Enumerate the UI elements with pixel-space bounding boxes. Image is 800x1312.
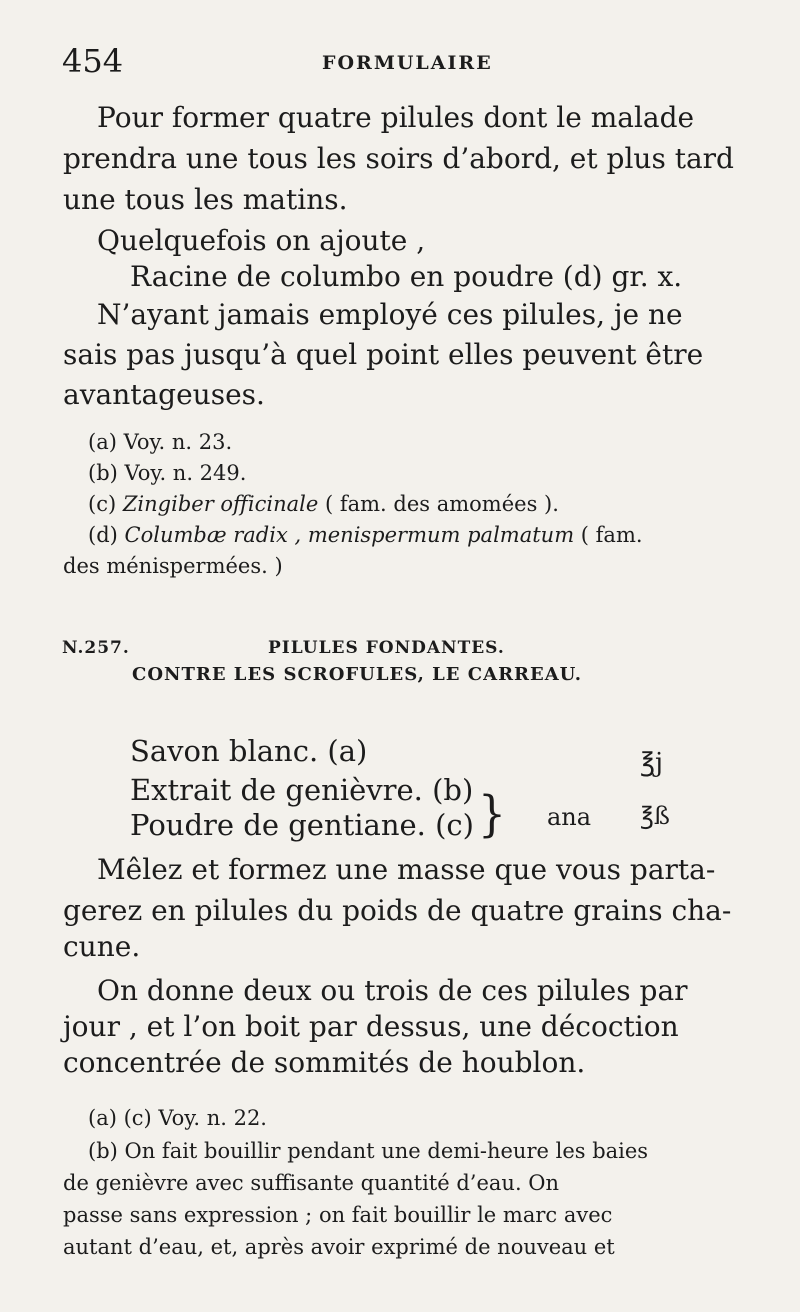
running-head: FORMULAIRE (322, 52, 493, 74)
brace: } (478, 786, 506, 843)
body-line: Pour former quatre pilules dont le malade (97, 101, 695, 134)
body-line: Mêlez et formez une masse que vous parta- (97, 853, 716, 886)
section-number: N.257. (62, 638, 130, 658)
footnote: de genièvre avec suffisante quantité d’eau. On (63, 1171, 560, 1195)
footnote: passe sans expression ; on fait bouillir le marc avec (63, 1203, 613, 1227)
body-line: gerez en pilules du poids de quatre grains cha- (63, 894, 732, 927)
section-subtitle: CONTRE LES SCROFULES, LE CARREAU. (132, 664, 582, 685)
section-title: PILULES FONDANTES. (268, 638, 505, 658)
footnote: des ménispermées. ) (63, 554, 283, 578)
footnote: autant d’eau, et, après avoir exprimé de nouveau et (63, 1235, 615, 1259)
ana-label: ana (547, 803, 592, 831)
footnote: (d) Columbæ radix , menispermum palmatum ( fam. (88, 523, 643, 547)
quantity: ℥ß (640, 802, 670, 830)
body-line: On donne deux ou trois de ces pilules par (97, 974, 688, 1007)
body-line: Quelquefois on ajoute , (97, 224, 426, 257)
footnote: (a) (c) Voy. n. 22. (88, 1106, 267, 1130)
body-line: une tous les matins. (63, 183, 348, 216)
body-line: sais pas jusqu’à quel point elles peuvent être (63, 338, 704, 371)
body-line: N’ayant jamais employé ces pilules, je ne (97, 298, 683, 331)
ingredient: Extrait de genièvre. (b) (130, 773, 474, 807)
footnote: (c) Zingiber officinale ( fam. des amomées ). (88, 492, 559, 516)
body-line: avantageuses. (63, 378, 265, 411)
footnote: (a) Voy. n. 23. (88, 430, 233, 454)
body-line: prendra une tous les soirs d’abord, et plus tard (63, 142, 734, 175)
ingredient: Savon blanc. (a) (130, 734, 368, 768)
page-number: 454 (62, 42, 124, 80)
quantity: ℥j (640, 748, 664, 778)
footnote: (b) Voy. n. 249. (88, 461, 247, 485)
body-line: Racine de columbo en poudre (d) gr. x. (130, 260, 683, 293)
body-line: cune. (63, 930, 141, 963)
ingredient: Poudre de gentiane. (c) (130, 808, 474, 842)
body-line: concentrée de sommités de houblon. (63, 1046, 586, 1079)
body-line: jour , et l’on boit par dessus, une décoction (63, 1010, 679, 1043)
footnote: (b) On fait bouillir pendant une demi-heure les baies (88, 1139, 649, 1163)
